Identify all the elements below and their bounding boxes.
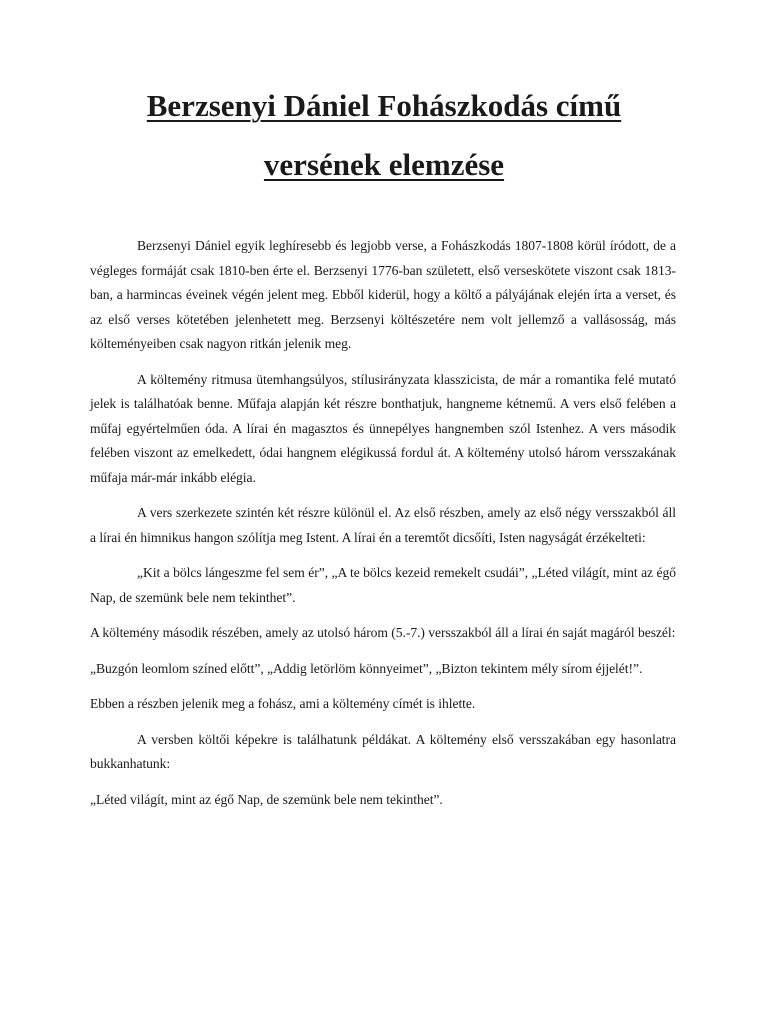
paragraph-images: A versben költői képekre is találhatunk példákat. A költemény első versszakában egy hasonlatra bukkanhatunk: <box>90 731 676 771</box>
document-body <box>90 234 676 823</box>
quote-second-part: „Buzgón leomlom színed előtt”, „Addig letörlöm könnyeimet”, „Bizton tekintem mély sírom éjjelét!”. <box>90 660 643 676</box>
quote-first-part: „Kit a bölcs lángeszme fel sem ér”, „A te bölcs kezeid remekelt csudái”, „Léted világít, mint az égő Nap, de szemünk bele nem tekinthet”. <box>90 565 676 605</box>
paragraph-intro: Berzsenyi Dániel egyik leghíresebb és legjobb verse, a Fohászkodás 1807-1808 körül íródott, de a végleges formáját csak 1810-ben érte el. Berzsenyi 1776-ban született, első verseskötete viszont csak 1813-ban, a harmincas éveinek végén jelent meg. Ebből kiderül, hogy a költő a pályájának elején írta a verset, és az első verses kötetében jelenhetett meg. Berzsenyi költészetére nem volt jellemző a vallásosság, más költeményeiben csak nagyon ritkán jelenik meg. <box>90 238 676 351</box>
paragraph-second-part: A költemény második részében, amely az utolsó három (5.-7.) versszakból áll a lírai én saját magáról beszél: <box>90 625 676 640</box>
paragraph-style: A költemény ritmusa ütemhangsúlyos, stílusirányzata klasszicista, de már a romantika felé mutató jelek is találhatóak benne. Műfaja alapján két részre bonthatjuk, hangneme kétnemű. A vers első felében a műfaj egyértelműen óda. A lírai én magasztos és ünnepélyes hangnemben szól Istenhez. A vers második felében viszont az emelkedett, ódai hangnem elégikussá fordul át. A költemény utolsó három versszakának műfaja már-már inkább elégia. <box>90 371 676 485</box>
document-title-line-2: versének elemzése <box>263 147 505 182</box>
paragraph-prayer: Ebben a részben jelenik meg a fohász, ami a költemény címét is ihlette. <box>90 696 476 711</box>
quote-simile: „Léted világít, mint az égő Nap, de szemünk bele nem tekinthet”. <box>90 791 443 807</box>
document-title-line-1: Berzsenyi Dániel Fohászkodás című <box>146 88 622 123</box>
paragraph-structure: A vers szerkezete szintén két részre különül el. Az első részben, amely az első négy versszakból áll a lírai én himnikus hangon szólítja meg Istent. A lírai én a teremtőt dicsőíti, Isten nagyságát érzékelteti: <box>90 505 676 545</box>
